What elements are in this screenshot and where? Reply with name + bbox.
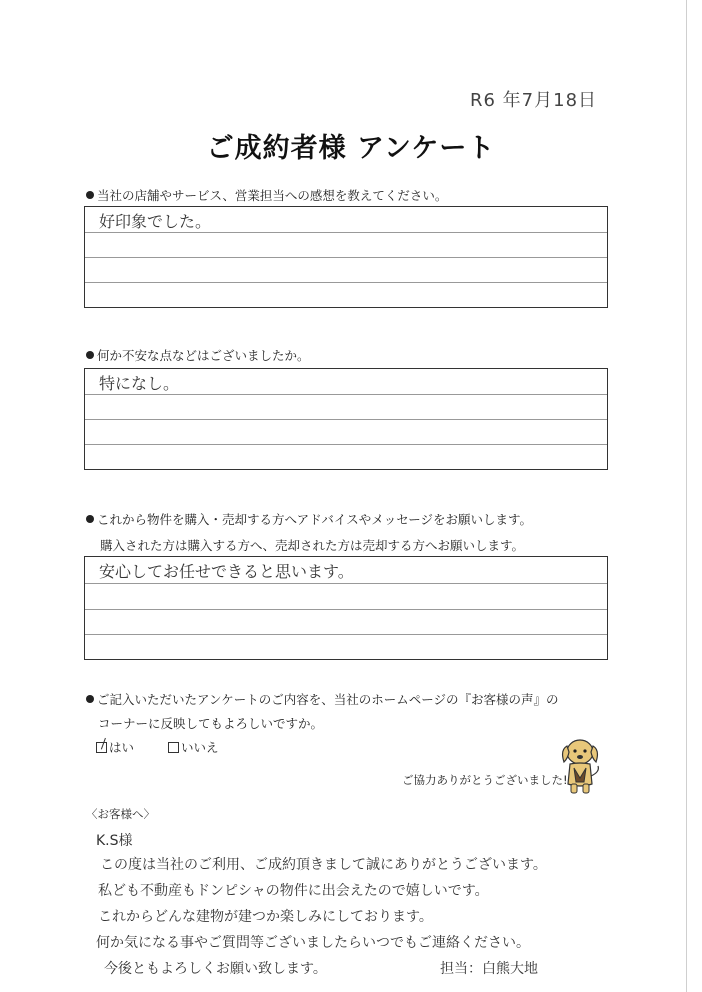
ruled-line bbox=[85, 609, 607, 610]
question-2 bbox=[86, 346, 310, 364]
question-3-subtext: 購入された方は購入する方へ、売却された方は売却する方へお願いします。 bbox=[100, 538, 525, 553]
ruled-line bbox=[85, 257, 607, 258]
message-line-3: これからどんな建物が建つか楽しみにしております。 bbox=[98, 909, 433, 925]
answer-2: 特になし。 bbox=[99, 374, 180, 393]
question-4-subtext: コーナーに反映してもよろしいですか。 bbox=[98, 716, 324, 731]
customer-section-label: 〈お客様へ〉 bbox=[86, 807, 155, 821]
question-4 bbox=[86, 690, 559, 708]
ruled-line bbox=[85, 232, 607, 233]
answer-box-1[interactable] bbox=[84, 206, 608, 308]
ruled-line bbox=[85, 634, 607, 635]
question-1 bbox=[86, 186, 447, 204]
message-line-4: 何か気になる事やご質問等ございましたらいつでもご連絡ください。 bbox=[96, 935, 530, 951]
consent-yes-checkbox[interactable] bbox=[96, 742, 107, 753]
ruled-line bbox=[85, 444, 607, 445]
ruled-line bbox=[85, 394, 607, 395]
consent-no-checkbox[interactable] bbox=[168, 742, 179, 753]
answer-3: 安心してお任せできると思います。 bbox=[99, 562, 354, 581]
thanks-message: ご協力ありがとうございました! bbox=[402, 773, 568, 787]
staff-signature: 担当：白熊大地 bbox=[440, 961, 538, 977]
message-line-5: 今後ともよろしくお願い致します。 bbox=[104, 961, 327, 977]
ruled-line bbox=[85, 282, 607, 283]
answer-box-2[interactable] bbox=[84, 368, 608, 470]
consent-yes-label: はい bbox=[109, 740, 135, 755]
consent-no-label: いいえ bbox=[180, 740, 219, 755]
question-2-text: 何か不安な点などはございましたか。 bbox=[97, 348, 310, 363]
message-line-1: この度は当社のご利用、ご成約頂きまして誠にありがとうございます。 bbox=[100, 857, 547, 873]
question-3 bbox=[86, 510, 532, 528]
dog-mascot-icon bbox=[556, 732, 604, 800]
question-4-text: ご記入いただいたアンケートのご内容を、当社のホームページの『お客様の声』の bbox=[97, 692, 559, 707]
consent-options bbox=[96, 738, 219, 756]
answer-1: 好印象でした。 bbox=[99, 212, 212, 231]
bullet-icon bbox=[86, 351, 94, 359]
bullet-icon bbox=[86, 695, 94, 703]
ruled-line bbox=[85, 419, 607, 420]
customer-salutation: K.S様 bbox=[96, 833, 133, 849]
ruled-line bbox=[85, 583, 607, 584]
message-line-2: 私ども不動産もドンピシャの物件に出会えたので嬉しいです。 bbox=[98, 883, 489, 899]
question-3-text: これから物件を購入・売却する方へアドバイスやメッセージをお願いします。 bbox=[97, 512, 533, 527]
answer-box-3[interactable] bbox=[84, 556, 608, 660]
bullet-icon bbox=[86, 191, 94, 199]
page-title: ご成約者様 アンケート bbox=[206, 133, 496, 164]
bullet-icon bbox=[86, 515, 94, 523]
question-1-text: 当社の店舗やサービス、営業担当への感想を教えてください。 bbox=[97, 188, 448, 203]
survey-date: R6 年7月18日 bbox=[470, 90, 598, 111]
